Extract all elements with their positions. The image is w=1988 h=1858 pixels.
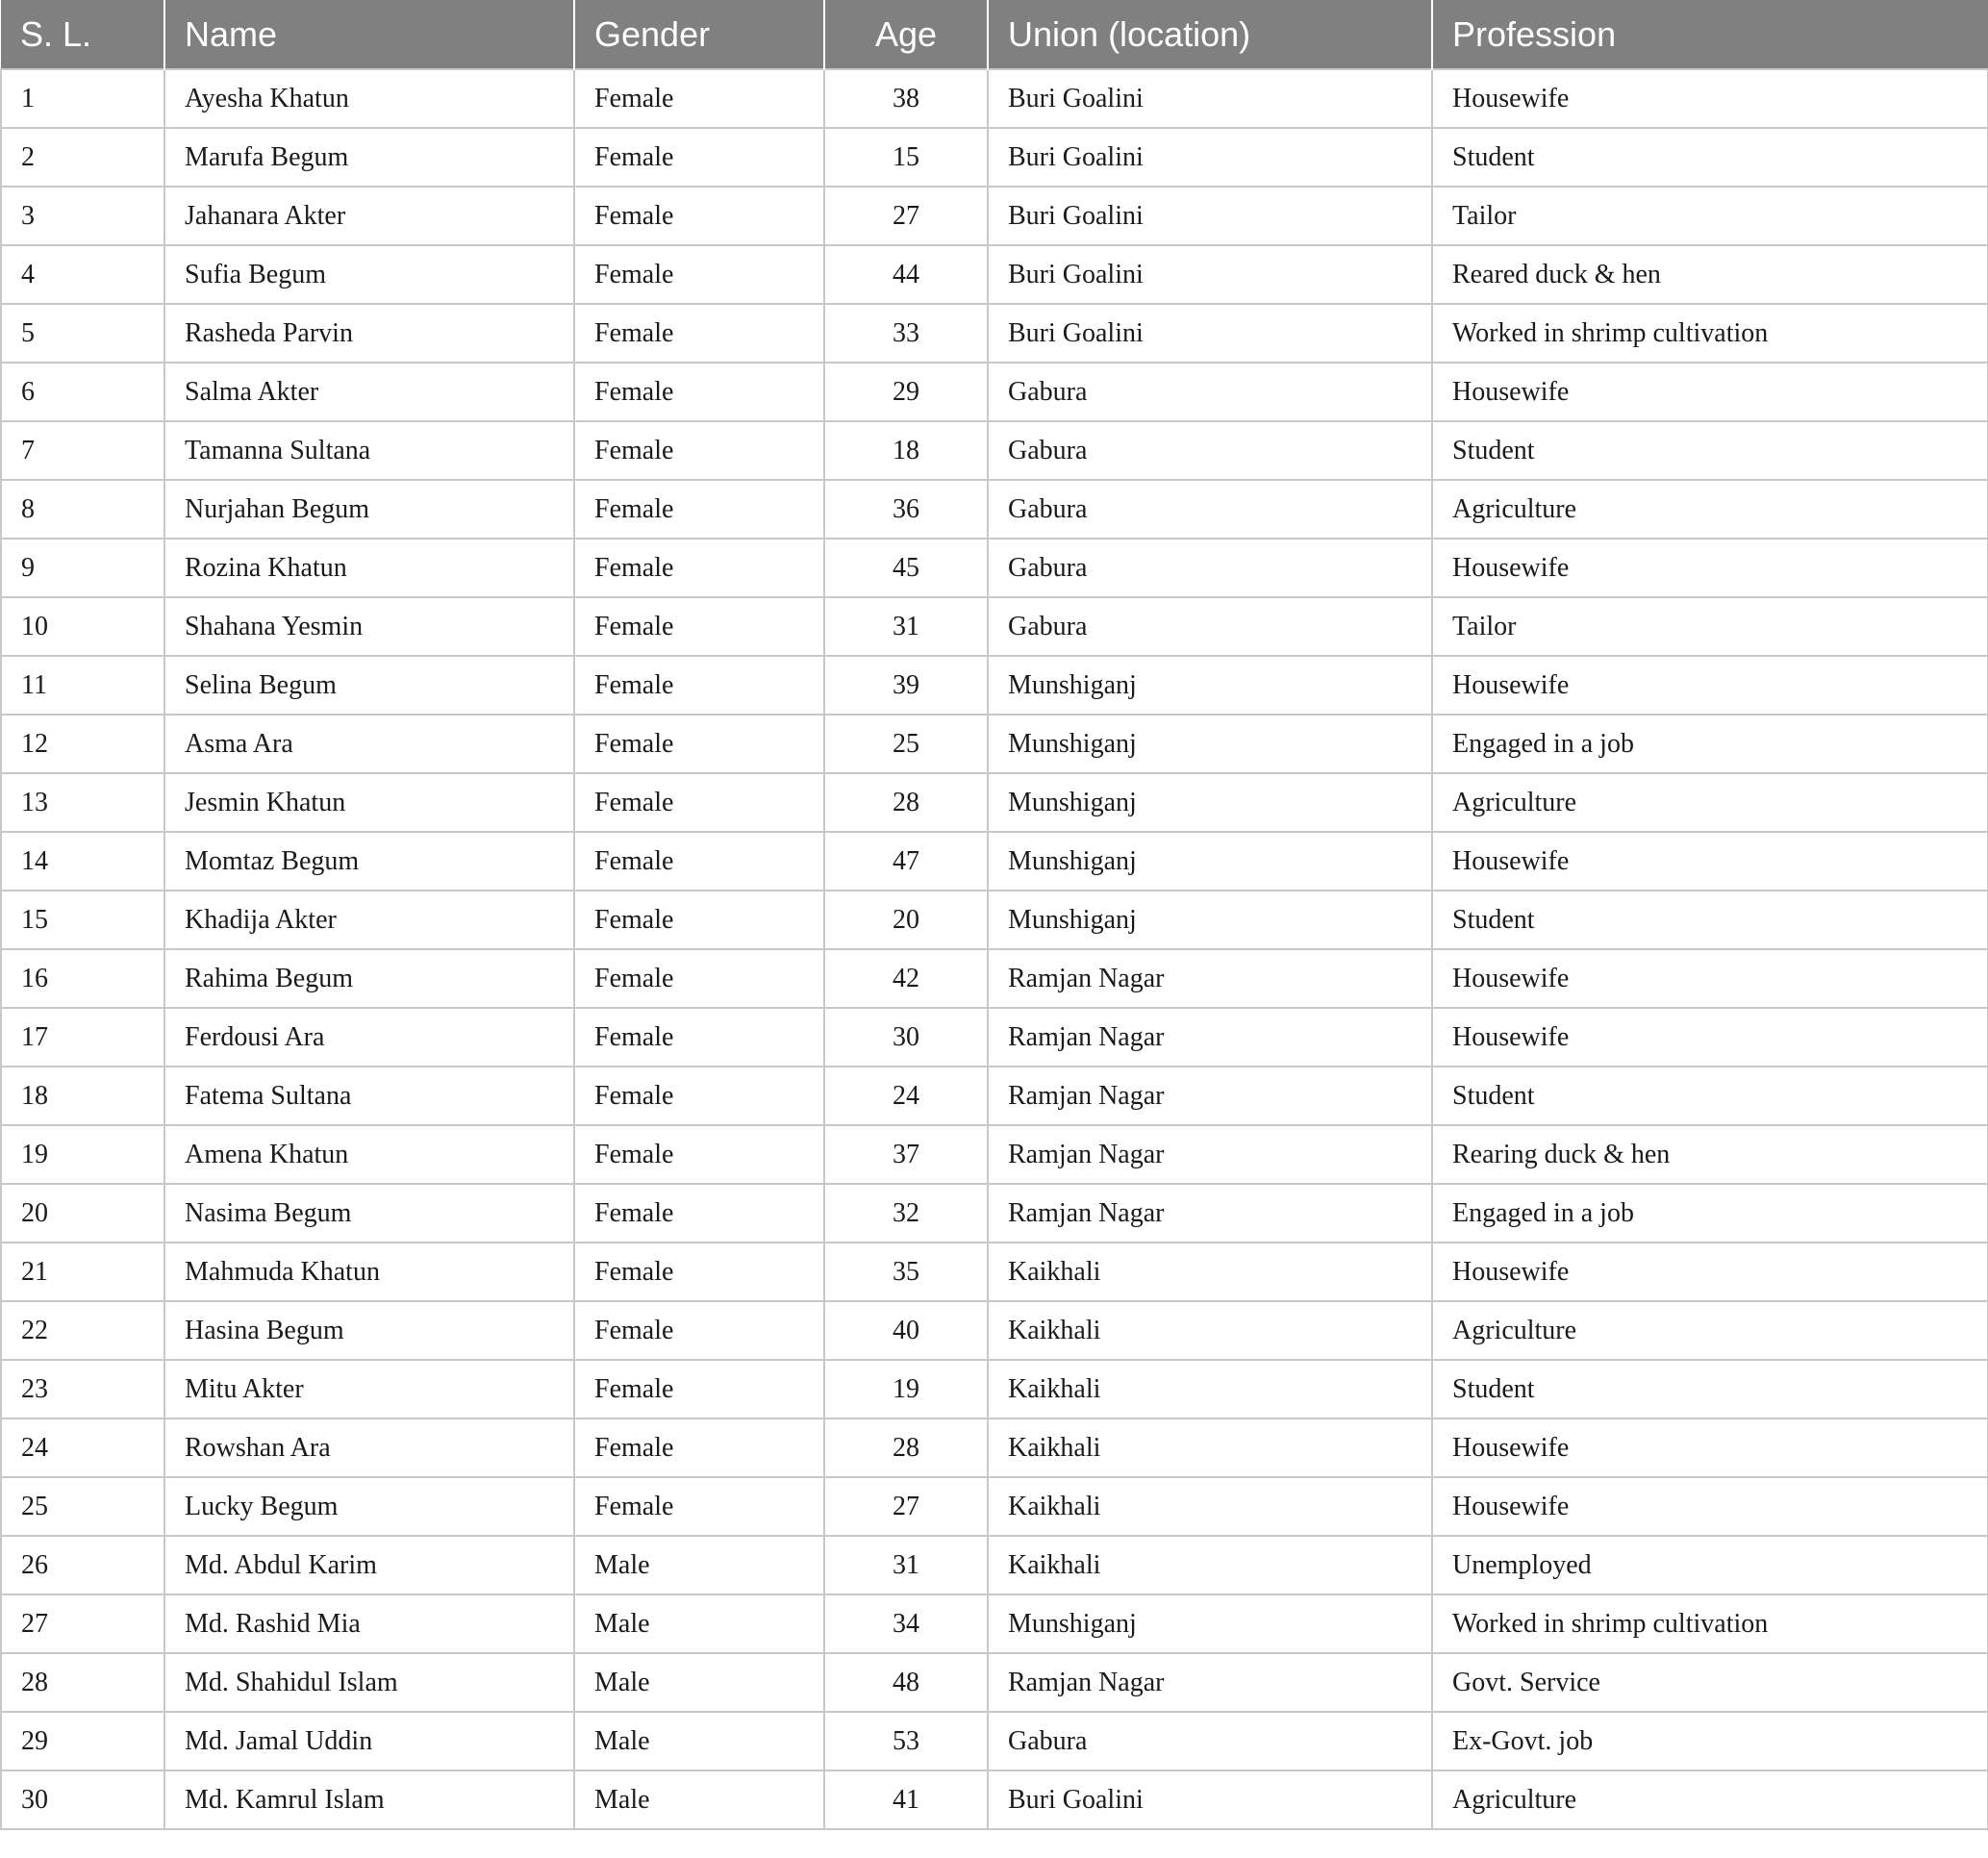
table-row — [1, 891, 1988, 949]
cell-gender: Female — [574, 187, 824, 245]
cell-gender: Female — [574, 1360, 824, 1419]
cell-union: Munshiganj — [988, 656, 1432, 715]
cell-gender: Female — [574, 773, 824, 832]
table-row — [1, 715, 1988, 773]
table-row — [1, 1360, 1988, 1419]
cell-profession: Engaged in a job — [1432, 1184, 1988, 1243]
cell-profession: Housewife — [1432, 1008, 1988, 1067]
header-row — [1, 0, 1988, 69]
cell-profession: Worked in shrimp cultivation — [1432, 304, 1988, 363]
cell-profession: Tailor — [1432, 597, 1988, 656]
cell-serial: 10 — [1, 597, 164, 656]
cell-union: Ramjan Nagar — [988, 1125, 1432, 1184]
cell-gender: Female — [574, 128, 824, 187]
table-row — [1, 421, 1988, 480]
table-row — [1, 1594, 1988, 1653]
cell-gender: Female — [574, 304, 824, 363]
cell-serial: 9 — [1, 539, 164, 597]
cell-name: Shahana Yesmin — [164, 597, 574, 656]
cell-gender: Female — [574, 656, 824, 715]
cell-union: Ramjan Nagar — [988, 1067, 1432, 1125]
cell-gender: Female — [574, 832, 824, 891]
cell-gender: Female — [574, 539, 824, 597]
cell-union: Buri Goalini — [988, 128, 1432, 187]
cell-serial: 19 — [1, 1125, 164, 1184]
cell-age: 32 — [824, 1184, 988, 1243]
cell-union: Kaikhali — [988, 1360, 1432, 1419]
cell-profession: Student — [1432, 1067, 1988, 1125]
cell-serial: 15 — [1, 891, 164, 949]
table-row — [1, 1301, 1988, 1360]
cell-profession: Housewife — [1432, 1243, 1988, 1301]
table-row — [1, 1419, 1988, 1477]
cell-union: Munshiganj — [988, 715, 1432, 773]
cell-gender: Male — [574, 1594, 824, 1653]
cell-union: Ramjan Nagar — [988, 1184, 1432, 1243]
cell-serial: 16 — [1, 949, 164, 1008]
cell-serial: 2 — [1, 128, 164, 187]
cell-age: 45 — [824, 539, 988, 597]
cell-gender: Female — [574, 891, 824, 949]
cell-profession: Housewife — [1432, 1477, 1988, 1536]
cell-serial: 5 — [1, 304, 164, 363]
cell-name: Rahima Begum — [164, 949, 574, 1008]
table-row — [1, 1243, 1988, 1301]
cell-union: Munshiganj — [988, 832, 1432, 891]
cell-profession: Worked in shrimp cultivation — [1432, 1594, 1988, 1653]
table-row — [1, 1536, 1988, 1594]
cell-profession: Engaged in a job — [1432, 715, 1988, 773]
cell-age: 39 — [824, 656, 988, 715]
cell-name: Md. Abdul Karim — [164, 1536, 574, 1594]
cell-serial: 28 — [1, 1653, 164, 1712]
cell-age: 34 — [824, 1594, 988, 1653]
cell-serial: 24 — [1, 1419, 164, 1477]
cell-serial: 11 — [1, 656, 164, 715]
cell-serial: 27 — [1, 1594, 164, 1653]
cell-gender: Female — [574, 949, 824, 1008]
table-row — [1, 128, 1988, 187]
cell-serial: 18 — [1, 1067, 164, 1125]
table-row — [1, 480, 1988, 539]
cell-serial: 4 — [1, 245, 164, 304]
header-serial: S. L. — [1, 0, 164, 69]
cell-serial: 20 — [1, 1184, 164, 1243]
header-age: Age — [824, 0, 988, 69]
cell-gender: Female — [574, 421, 824, 480]
cell-name: Nasima Begum — [164, 1184, 574, 1243]
cell-serial: 23 — [1, 1360, 164, 1419]
cell-age: 15 — [824, 128, 988, 187]
cell-profession: Housewife — [1432, 363, 1988, 421]
cell-name: Khadija Akter — [164, 891, 574, 949]
table-row — [1, 1653, 1988, 1712]
cell-union: Buri Goalini — [988, 1770, 1432, 1829]
table-row — [1, 1712, 1988, 1770]
table-row — [1, 1125, 1988, 1184]
cell-gender: Female — [574, 1067, 824, 1125]
cell-profession: Housewife — [1432, 832, 1988, 891]
table-row — [1, 832, 1988, 891]
cell-serial: 29 — [1, 1712, 164, 1770]
cell-age: 19 — [824, 1360, 988, 1419]
cell-union: Gabura — [988, 1712, 1432, 1770]
cell-age: 48 — [824, 1653, 988, 1712]
cell-union: Ramjan Nagar — [988, 1653, 1432, 1712]
cell-name: Ayesha Khatun — [164, 69, 574, 128]
table-row — [1, 1008, 1988, 1067]
cell-union: Munshiganj — [988, 773, 1432, 832]
cell-name: Sufia Begum — [164, 245, 574, 304]
cell-age: 31 — [824, 597, 988, 656]
cell-profession: Housewife — [1432, 539, 1988, 597]
cell-serial: 3 — [1, 187, 164, 245]
cell-gender: Female — [574, 363, 824, 421]
cell-age: 53 — [824, 1712, 988, 1770]
cell-serial: 17 — [1, 1008, 164, 1067]
cell-age: 41 — [824, 1770, 988, 1829]
cell-union: Kaikhali — [988, 1419, 1432, 1477]
cell-gender: Male — [574, 1712, 824, 1770]
cell-name: Momtaz Begum — [164, 832, 574, 891]
table-row — [1, 1477, 1988, 1536]
cell-union: Gabura — [988, 363, 1432, 421]
cell-name: Fatema Sultana — [164, 1067, 574, 1125]
cell-name: Lucky Begum — [164, 1477, 574, 1536]
cell-serial: 25 — [1, 1477, 164, 1536]
cell-union: Buri Goalini — [988, 187, 1432, 245]
cell-name: Rasheda Parvin — [164, 304, 574, 363]
cell-age: 37 — [824, 1125, 988, 1184]
table-row — [1, 304, 1988, 363]
cell-union: Ramjan Nagar — [988, 1008, 1432, 1067]
cell-gender: Female — [574, 1419, 824, 1477]
cell-profession: Housewife — [1432, 1419, 1988, 1477]
cell-name: Md. Jamal Uddin — [164, 1712, 574, 1770]
cell-age: 44 — [824, 245, 988, 304]
cell-gender: Male — [574, 1536, 824, 1594]
cell-profession: Agriculture — [1432, 1770, 1988, 1829]
cell-profession: Housewife — [1432, 69, 1988, 128]
cell-gender: Female — [574, 1008, 824, 1067]
table-row — [1, 773, 1988, 832]
cell-gender: Female — [574, 1125, 824, 1184]
cell-serial: 8 — [1, 480, 164, 539]
cell-serial: 21 — [1, 1243, 164, 1301]
cell-name: Mitu Akter — [164, 1360, 574, 1419]
cell-age: 30 — [824, 1008, 988, 1067]
cell-age: 29 — [824, 363, 988, 421]
cell-profession: Agriculture — [1432, 1301, 1988, 1360]
cell-profession: Housewife — [1432, 949, 1988, 1008]
table-row — [1, 656, 1988, 715]
cell-name: Rowshan Ara — [164, 1419, 574, 1477]
cell-union: Gabura — [988, 421, 1432, 480]
cell-age: 24 — [824, 1067, 988, 1125]
cell-profession: Student — [1432, 128, 1988, 187]
table-header — [1, 0, 1988, 69]
cell-gender: Female — [574, 715, 824, 773]
cell-serial: 22 — [1, 1301, 164, 1360]
table-row — [1, 363, 1988, 421]
table-row — [1, 1770, 1988, 1829]
cell-union: Buri Goalini — [988, 245, 1432, 304]
table-row — [1, 187, 1988, 245]
cell-profession: Housewife — [1432, 656, 1988, 715]
header-gender: Gender — [574, 0, 824, 69]
cell-profession: Tailor — [1432, 187, 1988, 245]
cell-union: Munshiganj — [988, 891, 1432, 949]
cell-serial: 13 — [1, 773, 164, 832]
cell-gender: Male — [574, 1770, 824, 1829]
header-profession: Profession — [1432, 0, 1988, 69]
cell-age: 38 — [824, 69, 988, 128]
cell-name: Jahanara Akter — [164, 187, 574, 245]
cell-union: Kaikhali — [988, 1301, 1432, 1360]
cell-name: Nurjahan Begum — [164, 480, 574, 539]
table-row — [1, 245, 1988, 304]
cell-profession: Agriculture — [1432, 480, 1988, 539]
cell-name: Selina Begum — [164, 656, 574, 715]
cell-profession: Rearing duck & hen — [1432, 1125, 1988, 1184]
cell-profession: Student — [1432, 1360, 1988, 1419]
table-body — [1, 69, 1988, 1829]
cell-gender: Male — [574, 1653, 824, 1712]
cell-age: 28 — [824, 1419, 988, 1477]
cell-union: Gabura — [988, 480, 1432, 539]
cell-union: Kaikhali — [988, 1243, 1432, 1301]
cell-age: 33 — [824, 304, 988, 363]
cell-age: 28 — [824, 773, 988, 832]
cell-serial: 7 — [1, 421, 164, 480]
cell-profession: Unemployed — [1432, 1536, 1988, 1594]
cell-age: 25 — [824, 715, 988, 773]
cell-name: Ferdousi Ara — [164, 1008, 574, 1067]
cell-gender: Female — [574, 1301, 824, 1360]
header-name: Name — [164, 0, 574, 69]
table-row — [1, 949, 1988, 1008]
cell-gender: Female — [574, 245, 824, 304]
cell-name: Salma Akter — [164, 363, 574, 421]
cell-union: Gabura — [988, 539, 1432, 597]
cell-union: Kaikhali — [988, 1536, 1432, 1594]
cell-serial: 26 — [1, 1536, 164, 1594]
cell-name: Amena Khatun — [164, 1125, 574, 1184]
cell-profession: Govt. Service — [1432, 1653, 1988, 1712]
table-row — [1, 597, 1988, 656]
cell-gender: Female — [574, 597, 824, 656]
cell-gender: Female — [574, 69, 824, 128]
cell-union: Kaikhali — [988, 1477, 1432, 1536]
cell-profession: Ex-Govt. job — [1432, 1712, 1988, 1770]
cell-serial: 6 — [1, 363, 164, 421]
table-row — [1, 1067, 1988, 1125]
cell-union: Buri Goalini — [988, 69, 1432, 128]
table-row — [1, 539, 1988, 597]
cell-age: 18 — [824, 421, 988, 480]
cell-name: Mahmuda Khatun — [164, 1243, 574, 1301]
cell-gender: Female — [574, 1477, 824, 1536]
cell-serial: 1 — [1, 69, 164, 128]
header-union: Union (location) — [988, 0, 1432, 69]
cell-union: Munshiganj — [988, 1594, 1432, 1653]
cell-gender: Female — [574, 480, 824, 539]
table-row — [1, 1184, 1988, 1243]
cell-name: Marufa Begum — [164, 128, 574, 187]
cell-profession: Agriculture — [1432, 773, 1988, 832]
cell-gender: Female — [574, 1184, 824, 1243]
cell-union: Buri Goalini — [988, 304, 1432, 363]
cell-name: Rozina Khatun — [164, 539, 574, 597]
cell-age: 47 — [824, 832, 988, 891]
cell-profession: Student — [1432, 891, 1988, 949]
cell-name: Tamanna Sultana — [164, 421, 574, 480]
cell-name: Asma Ara — [164, 715, 574, 773]
cell-profession: Reared duck & hen — [1432, 245, 1988, 304]
cell-age: 36 — [824, 480, 988, 539]
cell-serial: 12 — [1, 715, 164, 773]
cell-name: Hasina Begum — [164, 1301, 574, 1360]
cell-profession: Student — [1432, 421, 1988, 480]
cell-name: Md. Kamrul Islam — [164, 1770, 574, 1829]
cell-age: 20 — [824, 891, 988, 949]
cell-age: 31 — [824, 1536, 988, 1594]
cell-name: Md. Rashid Mia — [164, 1594, 574, 1653]
cell-gender: Female — [574, 1243, 824, 1301]
cell-serial: 14 — [1, 832, 164, 891]
cell-union: Ramjan Nagar — [988, 949, 1432, 1008]
cell-age: 40 — [824, 1301, 988, 1360]
cell-name: Jesmin Khatun — [164, 773, 574, 832]
cell-age: 42 — [824, 949, 988, 1008]
cell-name: Md. Shahidul Islam — [164, 1653, 574, 1712]
cell-age: 27 — [824, 1477, 988, 1536]
cell-union: Gabura — [988, 597, 1432, 656]
cell-serial: 30 — [1, 1770, 164, 1829]
cell-age: 27 — [824, 187, 988, 245]
cell-age: 35 — [824, 1243, 988, 1301]
table-row — [1, 69, 1988, 128]
